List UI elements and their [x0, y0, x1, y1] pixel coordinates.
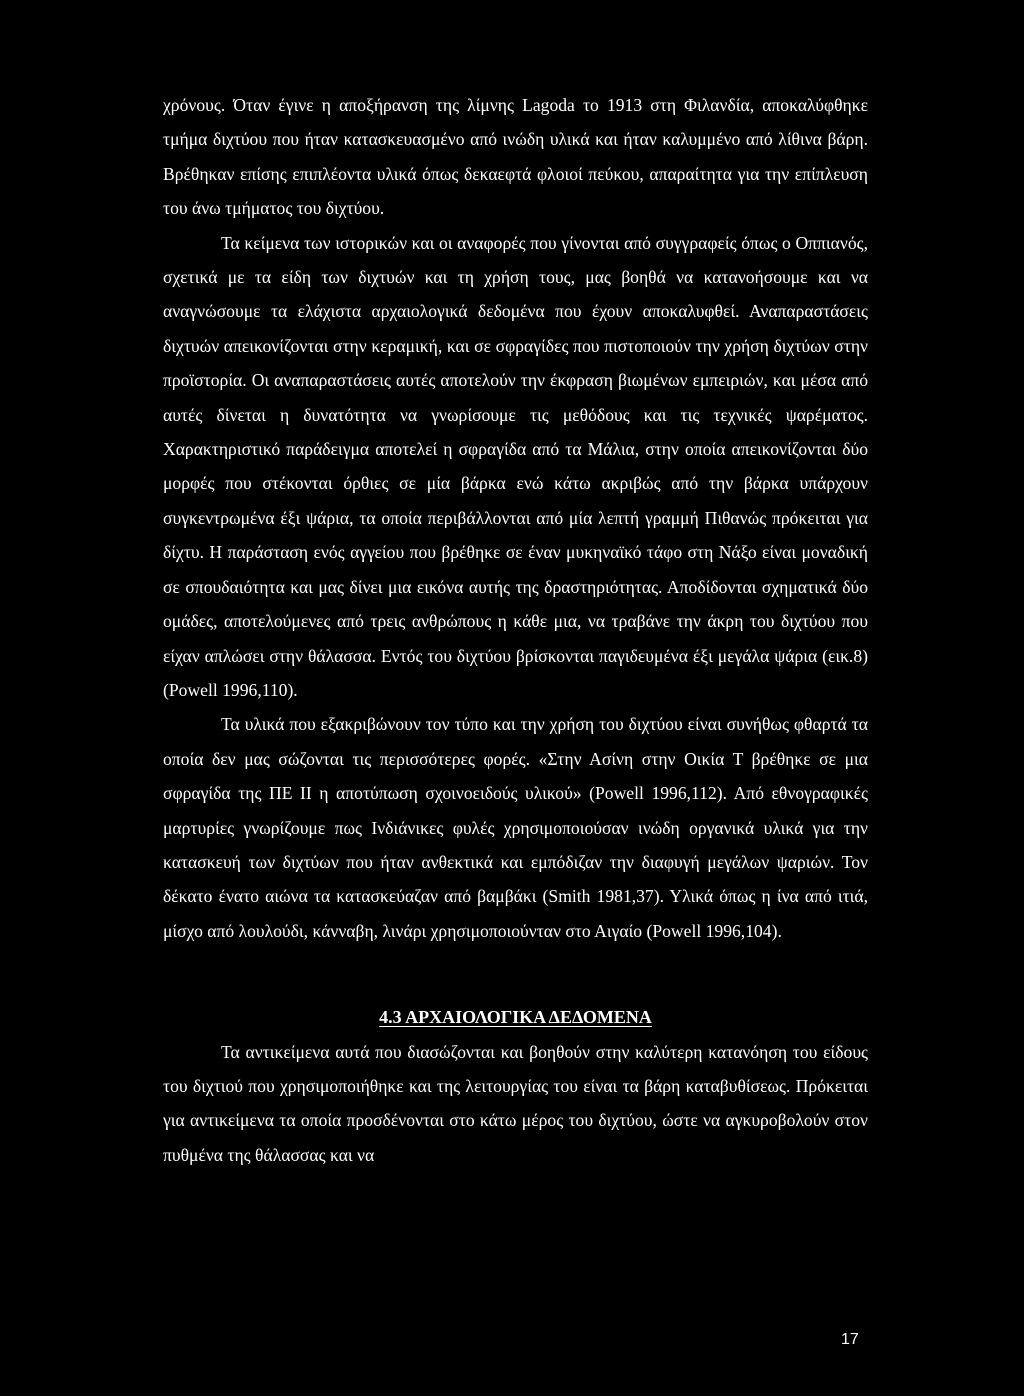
paragraph-historical-texts: Τα κείμενα των ιστορικών και οι αναφορές που γίνονται από συγγραφείς όπως ο Οππιανός, σχετικά με τα είδη των διχτυών και τη χρήση τους, μας βοηθά να κατανοήσουμε και να αναγνώσουμε τα ελάχιστα αρχαιολογικά δεδομένα που έχουν αποκαλυφθεί. Αναπαραστάσεις διχτυών απεικονίζονται στην κεραμική, και σε σφραγίδες που πιστοποιούν την χρήση διχτύων στην προϊστορία. Οι αναπαραστάσεις αυτές αποτελούν την έκφραση βιωμένων εμπειριών, και μέσα από αυτές δίνεται η δυνατότητα να γνωρίσουμε τις μεθόδους και τις τεχνικές ψαρέματος. Χαρακτηριστικό παράδειγμα αποτελεί η σφραγίδα από τα Μάλια, στην οποία απεικονίζονται δύο μορφές που στέκονται όρθιες σε μία βάρκα ενώ κάτω ακριβώς από την βάρκα υπάρχουν συγκεντρωμένα έξι ψάρια, τα οποία περιβάλλονται από μία λεπτή γραμμή Πιθανώς πρόκειται για δίχτυ. Η παράσταση ενός αγγείου που βρέθηκε σε έναν μυκηναϊκό τάφο στη Νάξο είναι μοναδική σε σπουδαιότητα και μας δίνει μια εικόνα αυτής της δραστηριότητας. Αποδίδονται σχηματικά δύο ομάδες, αποτελούμενες από τρεις ανθρώπους η κάθε μια, να τραβάνε την άκρη του διχτύου που είχαν απλώσει στην θάλασσα. Εντός του διχτύου βρίσκονται παγιδευμένα έξι μεγάλα ψάρια (εικ.8) (Powell 1996,110).	[163, 232, 868, 700]
paragraph-continuation: χρόνους. Όταν έγινε η αποξήρανση της λίμνης Lagoda το 1913 στη Φιλανδία, αποκαλύφθηκε τμήμα διχτύου που ήταν κατασκευασμένο από ινώδη υλικά και ήταν καλυμμένο από λίθινα βάρη. Βρέθηκαν επίσης επιπλέοντα υλικά όπως δεκαεφτά φλοιοί πεύκου, απαραίτητα για την επίπλευση του άνω τμήματος του διχτύου.	[163, 95, 868, 219]
paragraph-archaeological-data: Τα αντικείμενα αυτά που διασώζονται και βοηθούν στην καλύτερη κατανόηση του είδους του διχτιού που χρησιμοποιήθηκε και της λειτουργίας του είναι τα βάρη καταβυθίσεως. Πρόκειται για αντικείμενα τα οποία προσδένονται στο κάτω μέρος του διχτύου, ώστε να αγκυροβολούν στον πυθμένα της θάλασσας και να	[163, 1041, 868, 1165]
section-heading: 4.3 ΑΡΧΑΙΟΛΟΓΙΚΑ ΔΕΔΟΜΕΝΑ	[379, 1007, 652, 1028]
paragraph-materials: Τα υλικά που εξακριβώνουν τον τύπο και την χρήση του διχτύου είναι συνήθως φθαρτά τα οποία δεν μας σώζονται τις περισσότερες φορές. «Στην Ασίνη στην Οικία Τ βρέθηκε σε μια σφραγίδα της ΠΕ ΙΙ η αποτύπωση σχοινοειδούς υλικού» (Powell 1996,112). Από εθνογραφικές μαρτυρίες γνωρίζουμε πως Ινδιάνικες φυλές χρησιμοποιούσαν ινώδη οργανικά υλικά για την κατασκευή των διχτύων που ήταν ανθεκτικά και εμπόδιζαν την διαφυγή μεγάλων ψαριών. Τον δέκατο ένατο αιώνα τα κατασκεύαζαν από βαμβάκι (Smith 1981,37). Υλικά όπως η ίνα από ιτιά, μίσχο από λουλούδι, κάνναβη, λινάρι χρησιμοποιούνταν στο Αιγαίο (Powell 1996,104).	[163, 714, 868, 941]
page-number: 17	[841, 1331, 859, 1348]
document-page	[163, 88, 868, 1172]
